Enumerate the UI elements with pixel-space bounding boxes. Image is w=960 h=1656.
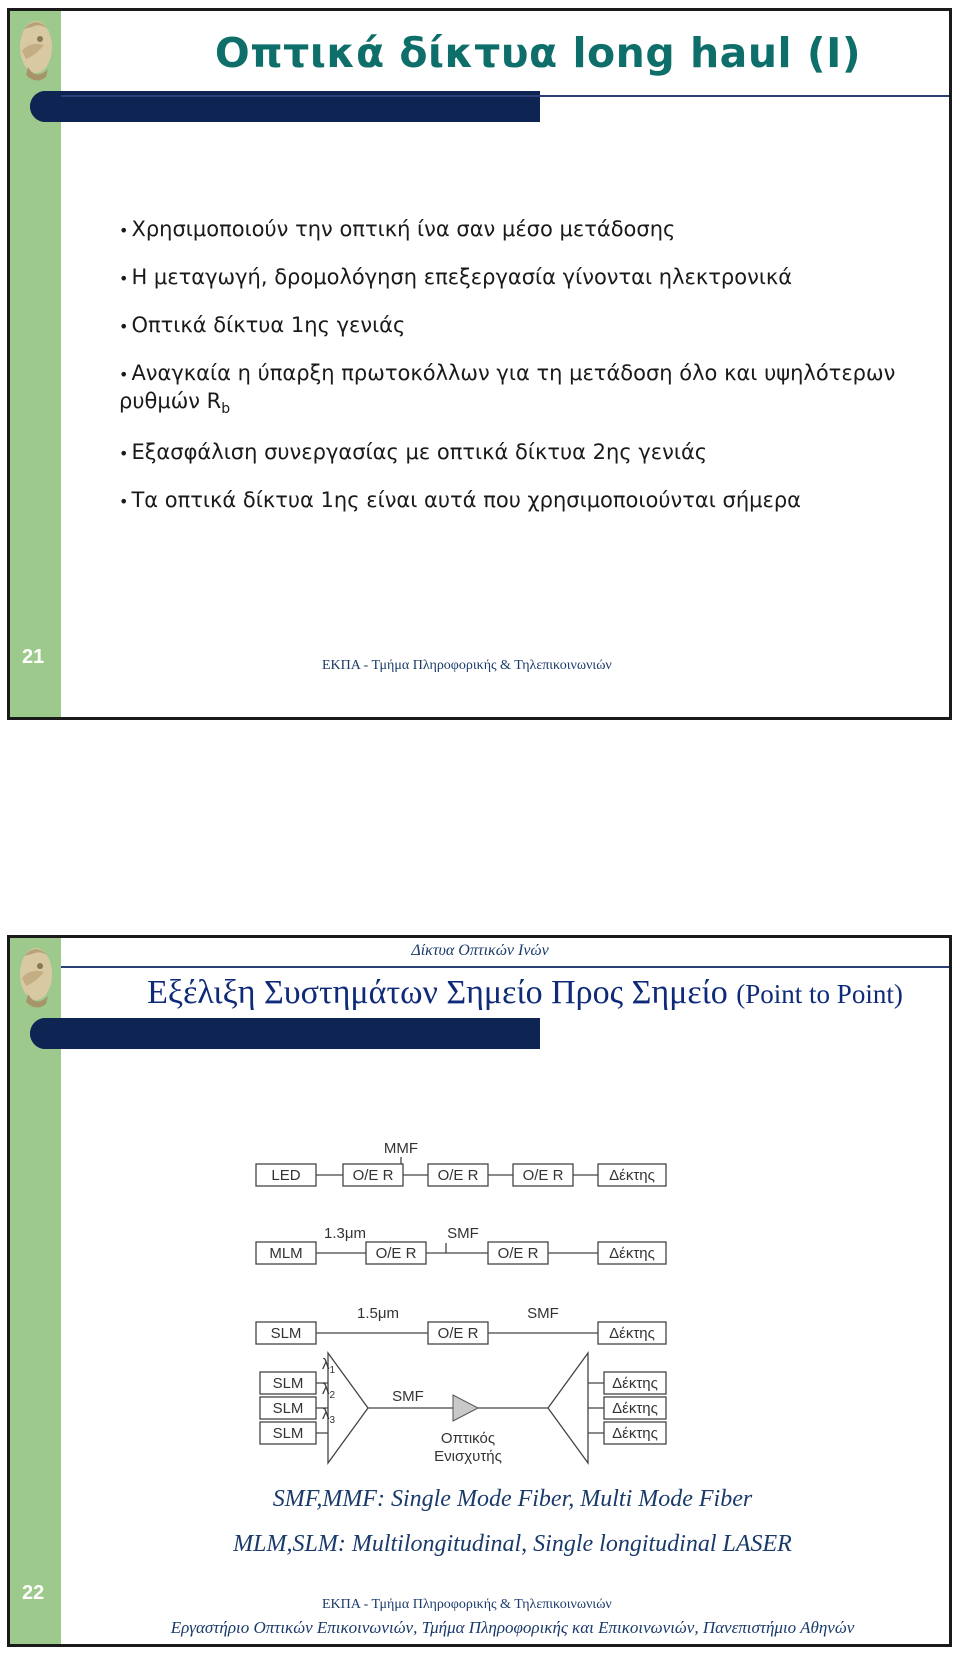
bullet-list <box>119 216 919 535</box>
receiver-box: Δέκτης <box>609 1245 655 1262</box>
receiver-box: Δέκτης <box>609 1325 655 1342</box>
fiber-label: MMF <box>383 1140 419 1157</box>
bullet-item: • Η μεταγωγή, δρομολόγηση επεξεργασία γίνονται ηλεκτρονικά <box>119 265 793 289</box>
point-to-point-diagram <box>238 1033 698 1465</box>
slide-footer: ΕΚΠΑ - Τμήμα Πληροφορικής & Τηλεπικοινωνιών <box>322 1597 612 1612</box>
source-box: SLM <box>272 1425 304 1442</box>
source-box: MLM <box>269 1245 303 1262</box>
regenerator-box: O/E R <box>352 1167 394 1184</box>
amplifier-label: Οπτικός <box>440 1430 496 1447</box>
slide-footer: ΕΚΠΑ - Τμήμα Πληροφορικής & Τηλεπικοινωνιών <box>322 658 612 673</box>
wavelength-label: $\lambda_3$ <box>322 1406 336 1426</box>
bullet-item: • Εξασφάλιση συνεργασίας με οπτικά δίκτυα 2ης γενιάς <box>119 440 708 465</box>
lab-footer: Εργαστήριο Οπτικών Επικοινωνιών, Τμήμα Πληροφορικής και Επικοινωνιών, Πανεπιστήμιο Αθηνών <box>170 1618 855 1637</box>
caption-laser: MLM,SLM: Multilongitudinal, Single longitudinal LASER <box>233 1531 792 1557</box>
course-header: Δίκτυα Οπτικών Ινών <box>411 942 549 959</box>
regenerator-box: O/E R <box>437 1167 479 1184</box>
regenerator-box: O/E R <box>437 1325 479 1342</box>
slide-title <box>100 974 950 1012</box>
slide-21 <box>7 8 952 720</box>
bullet-item: • Χρησιμοποιούν την οπτική ίνα σαν μέσο μετάδοσης <box>119 217 676 241</box>
header-divider <box>61 95 949 97</box>
receiver-box: Δέκτης <box>612 1425 658 1442</box>
slide-title: Οπτικά δίκτυα long haul (I) <box>214 29 862 77</box>
regenerator-box: O/E R <box>522 1167 564 1184</box>
optical-amplifier-icon <box>453 1395 478 1421</box>
bullet-item: • Αναγκαία η ύπαρξη πρωτοκόλλων για τη μετάδοση όλο και υψηλότερων ρυθμών $R_b$ <box>119 361 896 418</box>
wavelength-label: $\lambda_1$ <box>322 1356 336 1376</box>
slide-title-main: Εξέλιξη Συστημάτων Σημείο Προς Σημείο <box>147 974 728 1011</box>
receiver-box: Δέκτης <box>612 1400 658 1417</box>
wavelength-label: 1.3μm <box>324 1225 366 1242</box>
source-box: SLM <box>272 1375 304 1392</box>
university-crest-logo <box>10 938 58 1018</box>
source-box: LED <box>271 1167 301 1184</box>
wavelength-label: $\lambda_2$ <box>322 1381 336 1401</box>
page-number: 22 <box>22 1582 45 1604</box>
slide-22 <box>7 935 952 1647</box>
source-box: SLM <box>272 1400 304 1417</box>
source-box: SLM <box>270 1325 302 1342</box>
fiber-label: SMF <box>447 1225 479 1242</box>
caption-fiber: SMF,MMF: Single Mode Fiber, Multi Mode Fiber <box>272 1486 753 1512</box>
page-number: 21 <box>22 646 45 668</box>
bullet-item: • Τα οπτικά δίκτυα 1ης είναι αυτά που χρησιμοποιούνται σήμερα <box>119 488 802 513</box>
bullet-item: • Οπτικά δίκτυα 1ης γενιάς <box>119 313 406 337</box>
university-crest-logo <box>10 11 58 91</box>
regenerator-box: O/E R <box>375 1245 417 1262</box>
header-divider <box>61 966 949 968</box>
receiver-box: Δέκτης <box>612 1375 658 1392</box>
fiber-label: SMF <box>392 1388 424 1405</box>
wavelength-label: 1.5μm <box>357 1305 399 1322</box>
receiver-box: Δέκτης <box>609 1167 655 1184</box>
regenerator-box: O/E R <box>497 1245 539 1262</box>
fiber-label: SMF <box>527 1305 559 1322</box>
slide-title-suffix: (Point to Point) <box>736 979 903 1009</box>
amplifier-label: Ενισχυτής <box>434 1448 502 1465</box>
